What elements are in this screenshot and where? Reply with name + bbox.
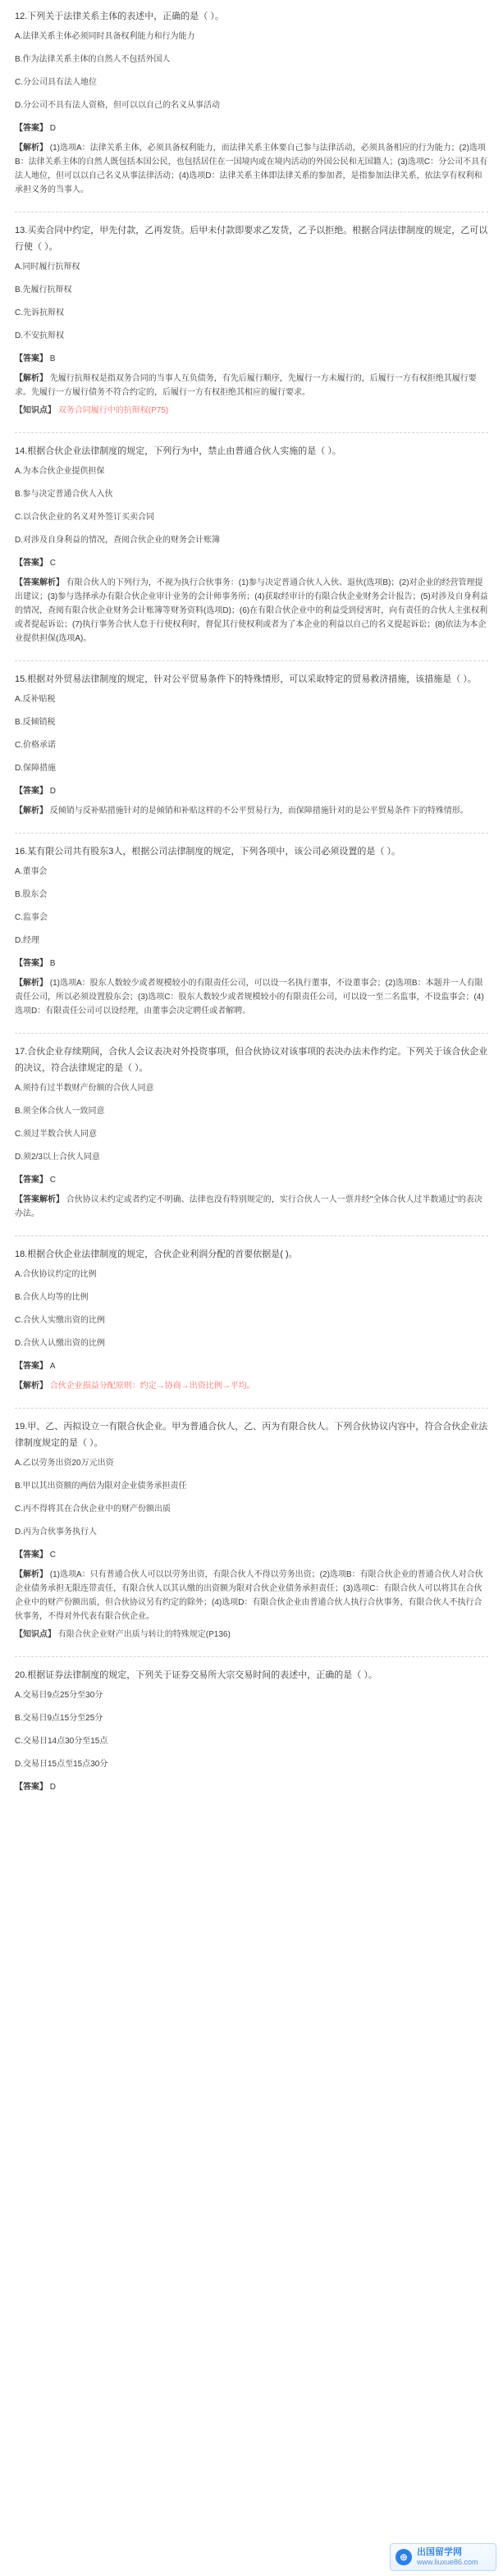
- question-stem: 13.买卖合同中约定，甲先付款，乙再发货。后甲未付款即要求乙发货，乙予以拒绝。根据合同法律制度的规定，乙可以行使（ ）。: [15, 226, 488, 252]
- option-d: D.分公司不具有法人资格，但可以以自己的名义从事活动: [15, 101, 220, 110]
- knowledge-tag: 【知识点】: [15, 1630, 56, 1639]
- explanation-text: 合伙企业损益分配原则：约定→协商→出资比例→平均。: [49, 1382, 255, 1391]
- divider: [15, 1033, 488, 1034]
- explanation-text: (1)选项A：股东人数较少或者规模较小的有限责任公司，可以设一名执行董事，不设董事会；(2)选项B：本题并一人有限责任公司，所以必须设置股东会；(3)选项C：股东人数较少或者规模较小的有限责任公司，可以设一至二名监事，不设监事会；(4)选项D：有限责任公司可以设经理，由董事会决定聘任或者解聘。: [15, 979, 484, 1016]
- option-b: B.合伙人均等的比例: [15, 1293, 89, 1302]
- answer-tag: 【答案】: [15, 787, 48, 796]
- answer-value: B: [49, 959, 56, 968]
- option-a: A.乙以劳务出资20万元出资: [15, 1459, 114, 1468]
- question-stem: 15.根据对外贸易法律制度的规定，针对公平贸易条件下的特殊情形，可以采取特定的贸易救济措施，该措施是（ ）。: [15, 674, 477, 684]
- option-a: A.须持有过半数财产份额的合伙人同意: [15, 1084, 154, 1093]
- question-13: [15, 222, 488, 418]
- answer-value: A: [49, 1362, 56, 1371]
- option-c: C.价格承诺: [15, 741, 56, 750]
- answer-line: [15, 1780, 488, 1795]
- globe-icon: ⊕: [396, 2549, 412, 2565]
- option-d: D.经理: [15, 936, 39, 945]
- option-b: B.反倾销税: [15, 718, 56, 727]
- explanation: [15, 804, 488, 818]
- option-c: C.以合伙企业的名义对外签订买卖合同: [15, 513, 154, 522]
- answer-tag: 【答案】: [15, 354, 48, 363]
- explanation-text: (1)选项A：只有普通合伙人可以以劳务出资，有限合伙人不得以劳务出资；(2)选项B：有限合伙企业的普通合伙人对合伙企业债务承担无限连带责任，有限合伙人以其认缴的出资额为限对合伙企业债务承担责任；(3)选项C：有限合伙人可以将其在合伙企业中的财产份额出质，但合伙协议另有约定的除外；(4)选项D：有限合伙企业由普通合伙人执行合伙事务，有限合伙人不执行合伙事务，不得对外代表有限合伙企业。: [15, 1570, 483, 1621]
- option-c: C.监事会: [15, 913, 48, 922]
- option-c: C.分公司具有法人地位: [15, 78, 97, 87]
- answer-value: C: [49, 1551, 57, 1560]
- question-stem: 17.合伙企业存续期间，合伙人会议表决对外投资事项，但合伙协议对该事项的表决办法未作约定。下列关于该合伙企业的决议，符合法律规定的是（ ）。: [15, 1047, 488, 1073]
- answer-tag: 【答案】: [15, 1362, 48, 1371]
- question-17: [15, 1044, 488, 1221]
- option-b: B.先履行抗辩权: [15, 285, 72, 295]
- answer-value: D: [49, 787, 57, 796]
- answer-tag: 【答案】: [15, 1783, 48, 1792]
- explanation-text: 有限合伙人的下列行为，不视为执行合伙事务：(1)参与决定普通合伙人入伙、退伙(选项B)；(2)对企业的经营管理提出建议；(3)参与选择承办有限合伙企业审计业务的会计师事务所；(4)获取经审计的有限合伙企业财务会计报告；(5)对涉及自身利益的情况，查阅有限合伙企业财务会计账簿等财务资料(选项D)；(6)在有限合伙企业中的利益受到侵害时，向有责任的合伙人主张权利或者提起诉讼；(7)执行事务合伙人怠于行使权利时，督促其行使权利或者为了本企业的利益以自己的名义提起诉讼；(8)依法为本企业提供担保(选项A)。: [15, 578, 488, 643]
- option-d: D.对涉及自身利益的情况，查阅合伙企业的财务会计账簿: [15, 536, 220, 545]
- explanation-tag: 【解析】: [15, 1382, 48, 1391]
- question-14: [15, 443, 488, 646]
- knowledge-tag: 【知识点】: [15, 406, 56, 415]
- explanation-tag: 【解析】: [15, 374, 48, 383]
- option-c: C.须过半数合伙人同意: [15, 1130, 97, 1139]
- knowledge-text: 有限合伙企业财产出质与转让的特殊规定(P136): [57, 1630, 231, 1639]
- answer-tag: 【答案】: [15, 124, 48, 133]
- knowledge-text: 双务合同履行中的抗辩权(P75): [57, 406, 169, 415]
- option-a: A.董事会: [15, 867, 48, 876]
- option-d: D.保障措施: [15, 764, 56, 773]
- explanation-text: 先履行抗辩权是指双务合同的当事人互负债务，有先后履行顺序，先履行一方未履行的，后履行一方有权拒绝其履行要求。先履行一方履行债务不符合约定的，后履行一方有权拒绝其相应的履行要求。: [15, 374, 477, 397]
- option-b: B.股东会: [15, 890, 48, 899]
- option-d: D.交易日15点至15点30分: [15, 1760, 108, 1769]
- answer-value: C: [49, 559, 57, 568]
- option-a: A.交易日9点25分至30分: [15, 1691, 103, 1700]
- answer-line: [15, 352, 488, 367]
- option-c: C.交易日14点30分至15点: [15, 1737, 108, 1746]
- answer-tag: 【答案】: [15, 1176, 48, 1185]
- site-watermark: [390, 2543, 496, 2571]
- answer-value: D: [49, 124, 57, 133]
- option-c: C.合伙人实缴出资的比例: [15, 1316, 105, 1325]
- option-d: D.不安抗辩权: [15, 331, 64, 340]
- answer-value: C: [49, 1176, 57, 1185]
- divider: [15, 432, 488, 433]
- explanation-tag: 【答案解析】: [15, 1195, 64, 1204]
- explanation-tag: 【解析】: [15, 144, 48, 153]
- question-16: [15, 843, 488, 1018]
- question-stem: 16.某有限公司共有股东3人，根据公司法律制度的规定，下列各项中，该公司必须设置的是（ ）。: [15, 847, 400, 856]
- question-stem: 19.甲、乙、丙拟设立一有限合伙企业。甲为普通合伙人，乙、丙为有限合伙人。下列合伙协议内容中，符合合伙企业法律制度规定的是（ ）。: [15, 1422, 488, 1448]
- explanation-text: 反倾销与反补贴措施针对的是倾销和补贴这样的不公平贸易行为，而保障措施针对的是公平贸易条件下的特殊情形。: [49, 806, 469, 815]
- answer-tag: 【答案】: [15, 959, 48, 968]
- question-20: [15, 1667, 488, 1795]
- explanation: [15, 372, 488, 400]
- answer-line: [15, 957, 488, 971]
- watermark-url: www.liuxue86.com: [417, 2558, 478, 2566]
- explanation: [15, 1568, 488, 1624]
- question-19: [15, 1418, 488, 1642]
- option-d: D.丙为合伙事务执行人: [15, 1528, 97, 1537]
- answer-tag: 【答案】: [15, 1551, 48, 1560]
- knowledge-point: [15, 404, 488, 418]
- option-b: B.参与决定普通合伙人入伙: [15, 490, 113, 499]
- explanation-tag: 【答案解析】: [15, 578, 64, 587]
- option-b: B.甲以其出资额的两倍为限对企业债务承担责任: [15, 1482, 187, 1491]
- answer-line: [15, 1173, 488, 1188]
- explanation-tag: 【解析】: [15, 979, 48, 988]
- divider: [15, 1656, 488, 1657]
- explanation: [15, 141, 488, 197]
- question-18: [15, 1246, 488, 1393]
- answer-line: [15, 784, 488, 799]
- answer-line: [15, 121, 488, 136]
- explanation: [15, 576, 488, 646]
- option-c: C.先诉抗辩权: [15, 308, 64, 317]
- answer-line: [15, 556, 488, 571]
- explanation: [15, 1379, 488, 1393]
- answer-tag: 【答案】: [15, 559, 48, 568]
- option-d: D.须2/3以上合伙人同意: [15, 1153, 100, 1162]
- explanation: [15, 1193, 488, 1221]
- option-a: A.同时履行抗辩权: [15, 263, 80, 272]
- watermark-title: 出国留学网: [417, 2547, 462, 2557]
- divider: [15, 1235, 488, 1236]
- explanation-tag: 【解析】: [15, 806, 48, 815]
- question-stem: 18.根据合伙企业法律制度的规定，合伙企业利润分配的首要依据是( )。: [15, 1249, 298, 1259]
- option-c: C.丙不得将其在合伙企业中的财产份额出质: [15, 1505, 171, 1514]
- question-stem: 20.根据证券法律制度的规定，下列关于证券交易所大宗交易时间的表述中，正确的是（ ）。: [15, 1670, 377, 1680]
- knowledge-point: [15, 1628, 488, 1642]
- option-a: A.为本合伙企业提供担保: [15, 467, 105, 476]
- explanation-text: (1)选项A：法律关系主体，必须具备权利能力，而法律关系主体要自己参与法律活动，必须具备相应的行为能力；(2)选项B：法律关系主体的自然人既包括本国公民，也包括居住在一国境内或在境内活动的外国公民和无国籍人；(3)选项C：分公司不具有法人地位，但可以以自己名义从事法律活动；(4)选项D：法律关系主体即法律关系的参加者，是指参加法律关系，依法享有权利和承担义务的当事人。: [15, 144, 488, 194]
- question-12: [15, 8, 488, 197]
- option-a: A.法律关系主体必须同时具备权利能力和行为能力: [15, 32, 195, 41]
- option-d: D.合伙人认缴出资的比例: [15, 1339, 105, 1348]
- answer-value: B: [49, 354, 56, 363]
- option-b: B.交易日9点15分至25分: [15, 1714, 103, 1723]
- option-a: A.合伙协议约定的比例: [15, 1270, 97, 1279]
- divider: [15, 1408, 488, 1409]
- divider: [15, 833, 488, 834]
- option-b: B.作为法律关系主体的自然人不包括外国人: [15, 55, 171, 64]
- explanation-text: 合伙协议未约定或者约定不明确、法律也没有特别规定的，实行合伙人一人一票并经"全体合伙人过半数通过"的表决办法。: [15, 1195, 482, 1218]
- divider: [15, 660, 488, 661]
- answer-line: [15, 1548, 488, 1563]
- answer-line: [15, 1359, 488, 1374]
- explanation: [15, 976, 488, 1018]
- question-stem: 14.根据合伙企业法律制度的规定，下列行为中，禁止由普通合伙人实施的是（ ）。: [15, 446, 341, 456]
- option-a: A.反补贴税: [15, 695, 56, 704]
- question-15: [15, 671, 488, 818]
- answer-value: D: [49, 1783, 57, 1792]
- explanation-tag: 【解析】: [15, 1570, 48, 1579]
- question-stem: 12.下列关于法律关系主体的表述中，正确的是（ ）。: [15, 11, 224, 21]
- watermark-text: [417, 2547, 478, 2567]
- option-b: B.须全体合伙人一致同意: [15, 1107, 105, 1116]
